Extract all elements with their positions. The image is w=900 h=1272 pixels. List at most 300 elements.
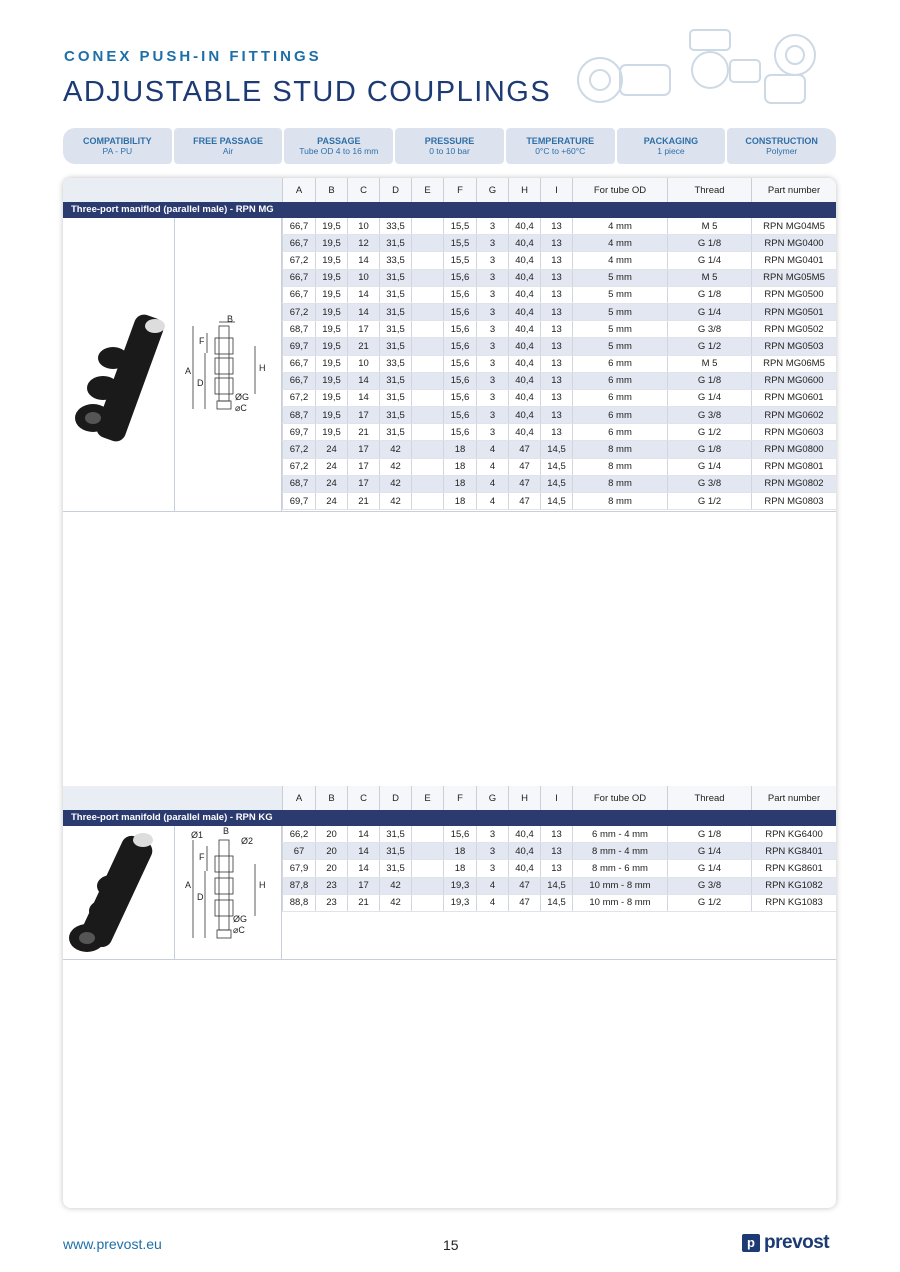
cell-tube-od: 6 mm bbox=[572, 390, 667, 406]
cell-d: 31,5 bbox=[379, 338, 411, 354]
column-header-d: D bbox=[379, 786, 411, 810]
cell-i: 13 bbox=[540, 338, 572, 354]
cell-thread: G 1/4 bbox=[667, 843, 751, 859]
column-header-c: C bbox=[347, 178, 379, 202]
cell-g: 4 bbox=[476, 441, 508, 457]
cell-c: 14 bbox=[347, 373, 379, 389]
dim-label-g: ØG bbox=[233, 914, 248, 924]
cell-c: 10 bbox=[347, 218, 379, 234]
cell-c: 21 bbox=[347, 424, 379, 440]
section-kg bbox=[63, 786, 836, 960]
column-header-e: E bbox=[411, 178, 443, 202]
cell-a: 67,9 bbox=[282, 860, 315, 876]
cell-b: 19,5 bbox=[315, 252, 347, 268]
cell-g: 4 bbox=[476, 493, 508, 509]
cell-a: 66,2 bbox=[282, 826, 315, 842]
cell-b: 19,5 bbox=[315, 218, 347, 234]
cell-e bbox=[411, 878, 443, 894]
column-header-tube-od: For tube OD bbox=[572, 786, 667, 810]
cell-g: 3 bbox=[476, 407, 508, 423]
cell-f: 19,3 bbox=[443, 878, 476, 894]
cell-f: 18 bbox=[443, 860, 476, 876]
cell-b: 20 bbox=[315, 826, 347, 842]
column-header-thread: Thread bbox=[667, 178, 751, 202]
cell-e bbox=[411, 235, 443, 251]
dim-label-f: F bbox=[199, 336, 205, 346]
cell-d: 31,5 bbox=[379, 235, 411, 251]
cell-part-number: RPN MG0602 bbox=[751, 407, 836, 423]
table-row bbox=[282, 218, 836, 235]
table-row bbox=[282, 826, 836, 843]
cell-part-number: RPN KG1083 bbox=[751, 895, 836, 911]
cell-a: 68,7 bbox=[282, 407, 315, 423]
cell-tube-od: 4 mm bbox=[572, 235, 667, 251]
cell-i: 14,5 bbox=[540, 878, 572, 894]
cell-i: 13 bbox=[540, 407, 572, 423]
cell-i: 13 bbox=[540, 860, 572, 876]
cell-d: 42 bbox=[379, 459, 411, 475]
dim-label-a: A bbox=[185, 880, 192, 890]
dimension-diagram bbox=[175, 218, 282, 512]
cell-a: 66,7 bbox=[282, 373, 315, 389]
cell-c: 21 bbox=[347, 493, 379, 509]
cell-thread: G 3/8 bbox=[667, 878, 751, 894]
cell-g: 4 bbox=[476, 476, 508, 492]
cell-part-number: RPN MG0500 bbox=[751, 287, 836, 303]
cell-e bbox=[411, 270, 443, 286]
section-mg bbox=[63, 178, 836, 512]
manifold-photo-icon bbox=[63, 218, 175, 512]
cell-g: 4 bbox=[476, 878, 508, 894]
spec-bar bbox=[63, 128, 836, 164]
cell-g: 3 bbox=[476, 270, 508, 286]
cell-d: 31,5 bbox=[379, 287, 411, 303]
cell-g: 3 bbox=[476, 338, 508, 354]
cell-i: 13 bbox=[540, 252, 572, 268]
series-eyebrow: CONEX PUSH-IN FITTINGS bbox=[64, 48, 322, 65]
table-row bbox=[282, 493, 836, 510]
column-header-a: A bbox=[282, 178, 315, 202]
cell-f: 15,6 bbox=[443, 304, 476, 320]
cell-part-number: RPN MG05M5 bbox=[751, 270, 836, 286]
cell-part-number: RPN MG0503 bbox=[751, 338, 836, 354]
cell-h: 40,4 bbox=[508, 287, 540, 303]
cell-c: 21 bbox=[347, 895, 379, 911]
cell-e bbox=[411, 476, 443, 492]
cell-e bbox=[411, 390, 443, 406]
cell-f: 18 bbox=[443, 459, 476, 475]
table-row bbox=[282, 878, 836, 895]
cell-a: 67,2 bbox=[282, 459, 315, 475]
cell-a: 68,7 bbox=[282, 476, 315, 492]
fittings-illustration bbox=[540, 10, 840, 120]
cell-d: 42 bbox=[379, 493, 411, 509]
cell-c: 14 bbox=[347, 860, 379, 876]
spec-construction bbox=[727, 128, 836, 164]
cell-f: 18 bbox=[443, 493, 476, 509]
spec-value: PA - PU bbox=[102, 146, 133, 156]
column-header-h: H bbox=[508, 178, 540, 202]
cell-h: 40,4 bbox=[508, 321, 540, 337]
cell-part-number: RPN KG8401 bbox=[751, 843, 836, 859]
cell-c: 14 bbox=[347, 252, 379, 268]
cell-a: 66,7 bbox=[282, 218, 315, 234]
spec-label: COMPATIBILITY bbox=[83, 136, 152, 146]
cell-c: 21 bbox=[347, 338, 379, 354]
cell-thread: G 1/8 bbox=[667, 373, 751, 389]
cell-tube-od: 6 mm bbox=[572, 373, 667, 389]
cell-a: 66,7 bbox=[282, 270, 315, 286]
cell-g: 3 bbox=[476, 860, 508, 876]
spec-label: TEMPERATURE bbox=[526, 136, 595, 146]
table-row bbox=[282, 424, 836, 441]
cell-b: 24 bbox=[315, 459, 347, 475]
spec-value: 1 piece bbox=[657, 146, 685, 156]
spec-label: PACKAGING bbox=[643, 136, 699, 146]
cell-d: 31,5 bbox=[379, 270, 411, 286]
dim-label-h: H bbox=[259, 880, 266, 890]
cell-d: 33,5 bbox=[379, 252, 411, 268]
table-row bbox=[282, 287, 836, 304]
column-header-i: I bbox=[540, 786, 572, 810]
column-header-d: D bbox=[379, 178, 411, 202]
cell-tube-od: 5 mm bbox=[572, 321, 667, 337]
dimension-diagram bbox=[175, 826, 282, 960]
cell-h: 40,4 bbox=[508, 304, 540, 320]
cell-d: 31,5 bbox=[379, 321, 411, 337]
cell-h: 40,4 bbox=[508, 218, 540, 234]
dim-label-f: F bbox=[199, 852, 205, 862]
cell-b: 19,5 bbox=[315, 304, 347, 320]
cell-a: 67,2 bbox=[282, 304, 315, 320]
logo-text: prevost bbox=[764, 1232, 830, 1253]
cell-i: 14,5 bbox=[540, 493, 572, 509]
cell-b: 19,5 bbox=[315, 321, 347, 337]
cell-part-number: RPN KG1082 bbox=[751, 878, 836, 894]
dimension-diagram-drawing bbox=[175, 218, 282, 512]
cell-a: 67 bbox=[282, 843, 315, 859]
cell-tube-od: 4 mm bbox=[572, 218, 667, 234]
cell-a: 87,8 bbox=[282, 878, 315, 894]
column-header-i: I bbox=[540, 178, 572, 202]
cell-f: 15,6 bbox=[443, 356, 476, 372]
cell-g: 3 bbox=[476, 304, 508, 320]
cell-i: 13 bbox=[540, 235, 572, 251]
spec-value: Air bbox=[222, 146, 234, 156]
cell-b: 19,5 bbox=[315, 407, 347, 423]
table-row bbox=[282, 441, 836, 458]
cell-thread: G 1/4 bbox=[667, 860, 751, 876]
cell-f: 15,5 bbox=[443, 218, 476, 234]
cell-i: 13 bbox=[540, 321, 572, 337]
table-row bbox=[282, 304, 836, 321]
dim-label-b: B bbox=[223, 826, 230, 836]
cell-g: 3 bbox=[476, 235, 508, 251]
cell-f: 15,6 bbox=[443, 373, 476, 389]
dim-label-d: D bbox=[197, 892, 204, 902]
website-link[interactable]: www.prevost.eu bbox=[63, 1236, 162, 1252]
cell-g: 3 bbox=[476, 356, 508, 372]
spec-temperature bbox=[506, 128, 615, 164]
cell-a: 66,7 bbox=[282, 356, 315, 372]
table-row bbox=[282, 895, 836, 912]
spec-label: CONSTRUCTION bbox=[745, 136, 818, 146]
cell-thread: G 1/4 bbox=[667, 252, 751, 268]
cell-h: 47 bbox=[508, 895, 540, 911]
cell-a: 69,7 bbox=[282, 493, 315, 509]
cell-b: 19,5 bbox=[315, 287, 347, 303]
cell-tube-od: 5 mm bbox=[572, 338, 667, 354]
cell-e bbox=[411, 252, 443, 268]
cell-part-number: RPN MG0801 bbox=[751, 459, 836, 475]
cell-b: 19,5 bbox=[315, 338, 347, 354]
cell-thread: G 3/8 bbox=[667, 321, 751, 337]
section-divider bbox=[63, 511, 836, 512]
cell-thread: G 1/2 bbox=[667, 424, 751, 440]
cell-g: 3 bbox=[476, 321, 508, 337]
spec-label: PASSAGE bbox=[317, 136, 361, 146]
cell-h: 40,4 bbox=[508, 860, 540, 876]
column-header-b: B bbox=[315, 178, 347, 202]
column-header-thread: Thread bbox=[667, 786, 751, 810]
table-row bbox=[282, 235, 836, 252]
cell-thread: G 1/4 bbox=[667, 459, 751, 475]
product-table-panel bbox=[63, 178, 836, 1208]
cell-h: 47 bbox=[508, 441, 540, 457]
column-header-g: G bbox=[476, 786, 508, 810]
table-row bbox=[282, 338, 836, 355]
table-row bbox=[282, 373, 836, 390]
cell-f: 15,5 bbox=[443, 252, 476, 268]
column-header-f: F bbox=[443, 786, 476, 810]
cell-h: 40,4 bbox=[508, 826, 540, 842]
cell-i: 13 bbox=[540, 270, 572, 286]
cell-c: 14 bbox=[347, 390, 379, 406]
cell-thread: G 1/4 bbox=[667, 304, 751, 320]
cell-thread: M 5 bbox=[667, 270, 751, 286]
cell-b: 19,5 bbox=[315, 424, 347, 440]
cell-e bbox=[411, 338, 443, 354]
cell-part-number: RPN KG6400 bbox=[751, 826, 836, 842]
dim-label-h: H bbox=[259, 363, 266, 373]
cell-g: 3 bbox=[476, 390, 508, 406]
cell-c: 10 bbox=[347, 356, 379, 372]
cell-d: 31,5 bbox=[379, 390, 411, 406]
spec-value: Tube OD 4 to 16 mm bbox=[299, 146, 379, 156]
column-header-tube-od: For tube OD bbox=[572, 178, 667, 202]
cell-g: 4 bbox=[476, 895, 508, 911]
cell-c: 14 bbox=[347, 843, 379, 859]
table-row bbox=[282, 459, 836, 476]
cell-e bbox=[411, 424, 443, 440]
cell-e bbox=[411, 441, 443, 457]
column-header-f: F bbox=[443, 178, 476, 202]
cell-a: 67,2 bbox=[282, 390, 315, 406]
cell-tube-od: 6 mm bbox=[572, 407, 667, 423]
column-header-h: H bbox=[508, 786, 540, 810]
column-header-c: C bbox=[347, 786, 379, 810]
column-header-g: G bbox=[476, 178, 508, 202]
manifold-photo-icon bbox=[63, 826, 175, 960]
cell-tube-od: 8 mm - 4 mm bbox=[572, 843, 667, 859]
table-row bbox=[282, 843, 836, 860]
cell-e bbox=[411, 843, 443, 859]
table-row bbox=[282, 270, 836, 287]
cell-tube-od: 8 mm bbox=[572, 476, 667, 492]
cell-tube-od: 8 mm bbox=[572, 441, 667, 457]
cell-g: 3 bbox=[476, 252, 508, 268]
cell-f: 15,6 bbox=[443, 321, 476, 337]
page-title: ADJUSTABLE STUD COUPLINGS bbox=[63, 76, 552, 108]
cell-thread: G 1/2 bbox=[667, 493, 751, 509]
cell-h: 47 bbox=[508, 459, 540, 475]
cell-i: 14,5 bbox=[540, 441, 572, 457]
cell-tube-od: 10 mm - 8 mm bbox=[572, 878, 667, 894]
spec-packaging bbox=[617, 128, 726, 164]
column-header-a: A bbox=[282, 786, 315, 810]
dim-label-c: ⌀C bbox=[233, 925, 245, 935]
spec-passage bbox=[284, 128, 393, 164]
section-title: Three-port maniflod (parallel male) - RPN MG bbox=[63, 202, 836, 218]
dim-label-o1: Ø1 bbox=[191, 830, 204, 840]
column-header-part-number: Part number bbox=[751, 786, 836, 810]
cell-part-number: RPN MG0603 bbox=[751, 424, 836, 440]
product-photo bbox=[63, 826, 175, 960]
spec-value: 0°C to +60°C bbox=[535, 146, 586, 156]
page-number: 15 bbox=[443, 1237, 459, 1253]
cell-tube-od: 8 mm bbox=[572, 459, 667, 475]
cell-d: 42 bbox=[379, 895, 411, 911]
cell-e bbox=[411, 407, 443, 423]
spec-pressure bbox=[395, 128, 504, 164]
cell-a: 66,7 bbox=[282, 287, 315, 303]
cell-b: 20 bbox=[315, 843, 347, 859]
cell-d: 31,5 bbox=[379, 424, 411, 440]
cell-part-number: RPN MG0501 bbox=[751, 304, 836, 320]
cell-tube-od: 4 mm bbox=[572, 252, 667, 268]
cell-c: 14 bbox=[347, 304, 379, 320]
cell-part-number: RPN MG0802 bbox=[751, 476, 836, 492]
column-header-row bbox=[63, 786, 836, 810]
spec-value: 0 to 10 bar bbox=[429, 146, 470, 156]
dim-label-g: ØG bbox=[235, 392, 250, 402]
cell-d: 42 bbox=[379, 878, 411, 894]
dim-label-o2: Ø2 bbox=[241, 836, 254, 846]
cell-f: 15,5 bbox=[443, 235, 476, 251]
cell-tube-od: 5 mm bbox=[572, 270, 667, 286]
brand-logo bbox=[742, 1232, 829, 1254]
cell-h: 47 bbox=[508, 493, 540, 509]
cell-d: 31,5 bbox=[379, 860, 411, 876]
cell-d: 31,5 bbox=[379, 373, 411, 389]
cell-h: 40,4 bbox=[508, 235, 540, 251]
cell-part-number: RPN MG0601 bbox=[751, 390, 836, 406]
spec-label: PRESSURE bbox=[424, 136, 475, 146]
cell-g: 3 bbox=[476, 826, 508, 842]
cell-f: 15,6 bbox=[443, 407, 476, 423]
cell-d: 31,5 bbox=[379, 304, 411, 320]
cell-d: 33,5 bbox=[379, 218, 411, 234]
cell-i: 14,5 bbox=[540, 895, 572, 911]
cell-part-number: RPN MG0502 bbox=[751, 321, 836, 337]
dim-label-a: A bbox=[185, 366, 192, 376]
cell-f: 19,3 bbox=[443, 895, 476, 911]
cell-e bbox=[411, 493, 443, 509]
dim-label-d: D bbox=[197, 378, 204, 388]
cell-g: 4 bbox=[476, 459, 508, 475]
cell-c: 12 bbox=[347, 235, 379, 251]
cell-c: 17 bbox=[347, 459, 379, 475]
cell-f: 18 bbox=[443, 476, 476, 492]
cell-h: 40,4 bbox=[508, 843, 540, 859]
cell-tube-od: 6 mm - 4 mm bbox=[572, 826, 667, 842]
cell-e bbox=[411, 895, 443, 911]
cell-i: 13 bbox=[540, 826, 572, 842]
cell-thread: G 1/8 bbox=[667, 826, 751, 842]
cell-f: 15,6 bbox=[443, 287, 476, 303]
cell-tube-od: 5 mm bbox=[572, 287, 667, 303]
spec-label: FREE PASSAGE bbox=[193, 136, 263, 146]
dimension-diagram-drawing bbox=[175, 826, 282, 960]
table-row bbox=[282, 252, 836, 269]
data-rows-mg bbox=[282, 218, 836, 512]
column-header-part-number: Part number bbox=[751, 178, 836, 202]
table-row bbox=[282, 407, 836, 424]
cell-tube-od: 8 mm - 6 mm bbox=[572, 860, 667, 876]
cell-thread: G 1/4 bbox=[667, 390, 751, 406]
cell-tube-od: 8 mm bbox=[572, 493, 667, 509]
cell-e bbox=[411, 373, 443, 389]
cell-f: 18 bbox=[443, 843, 476, 859]
cell-part-number: RPN MG0803 bbox=[751, 493, 836, 509]
cell-f: 15,6 bbox=[443, 270, 476, 286]
cell-f: 15,6 bbox=[443, 390, 476, 406]
cell-b: 19,5 bbox=[315, 356, 347, 372]
cell-c: 17 bbox=[347, 321, 379, 337]
cell-b: 24 bbox=[315, 441, 347, 457]
logo-icon: p bbox=[742, 1234, 760, 1252]
cell-d: 42 bbox=[379, 441, 411, 457]
product-photo bbox=[63, 218, 175, 512]
cell-c: 17 bbox=[347, 476, 379, 492]
cell-part-number: RPN MG04M5 bbox=[751, 218, 836, 234]
cell-f: 18 bbox=[443, 441, 476, 457]
cell-i: 14,5 bbox=[540, 476, 572, 492]
column-header-b: B bbox=[315, 786, 347, 810]
cell-d: 31,5 bbox=[379, 826, 411, 842]
table-row bbox=[282, 321, 836, 338]
cell-g: 3 bbox=[476, 218, 508, 234]
cell-a: 68,7 bbox=[282, 321, 315, 337]
cell-e bbox=[411, 304, 443, 320]
cell-thread: G 3/8 bbox=[667, 407, 751, 423]
cell-b: 19,5 bbox=[315, 270, 347, 286]
cell-i: 13 bbox=[540, 373, 572, 389]
cell-e bbox=[411, 356, 443, 372]
cell-h: 40,4 bbox=[508, 373, 540, 389]
cell-a: 67,2 bbox=[282, 441, 315, 457]
cell-h: 47 bbox=[508, 476, 540, 492]
cell-thread: G 1/2 bbox=[667, 338, 751, 354]
cell-thread: G 1/8 bbox=[667, 287, 751, 303]
cell-h: 40,4 bbox=[508, 356, 540, 372]
cell-thread: M 5 bbox=[667, 218, 751, 234]
cell-b: 19,5 bbox=[315, 235, 347, 251]
cell-thread: G 1/2 bbox=[667, 895, 751, 911]
cell-part-number: RPN MG06M5 bbox=[751, 356, 836, 372]
cell-h: 40,4 bbox=[508, 390, 540, 406]
cell-h: 40,4 bbox=[508, 407, 540, 423]
